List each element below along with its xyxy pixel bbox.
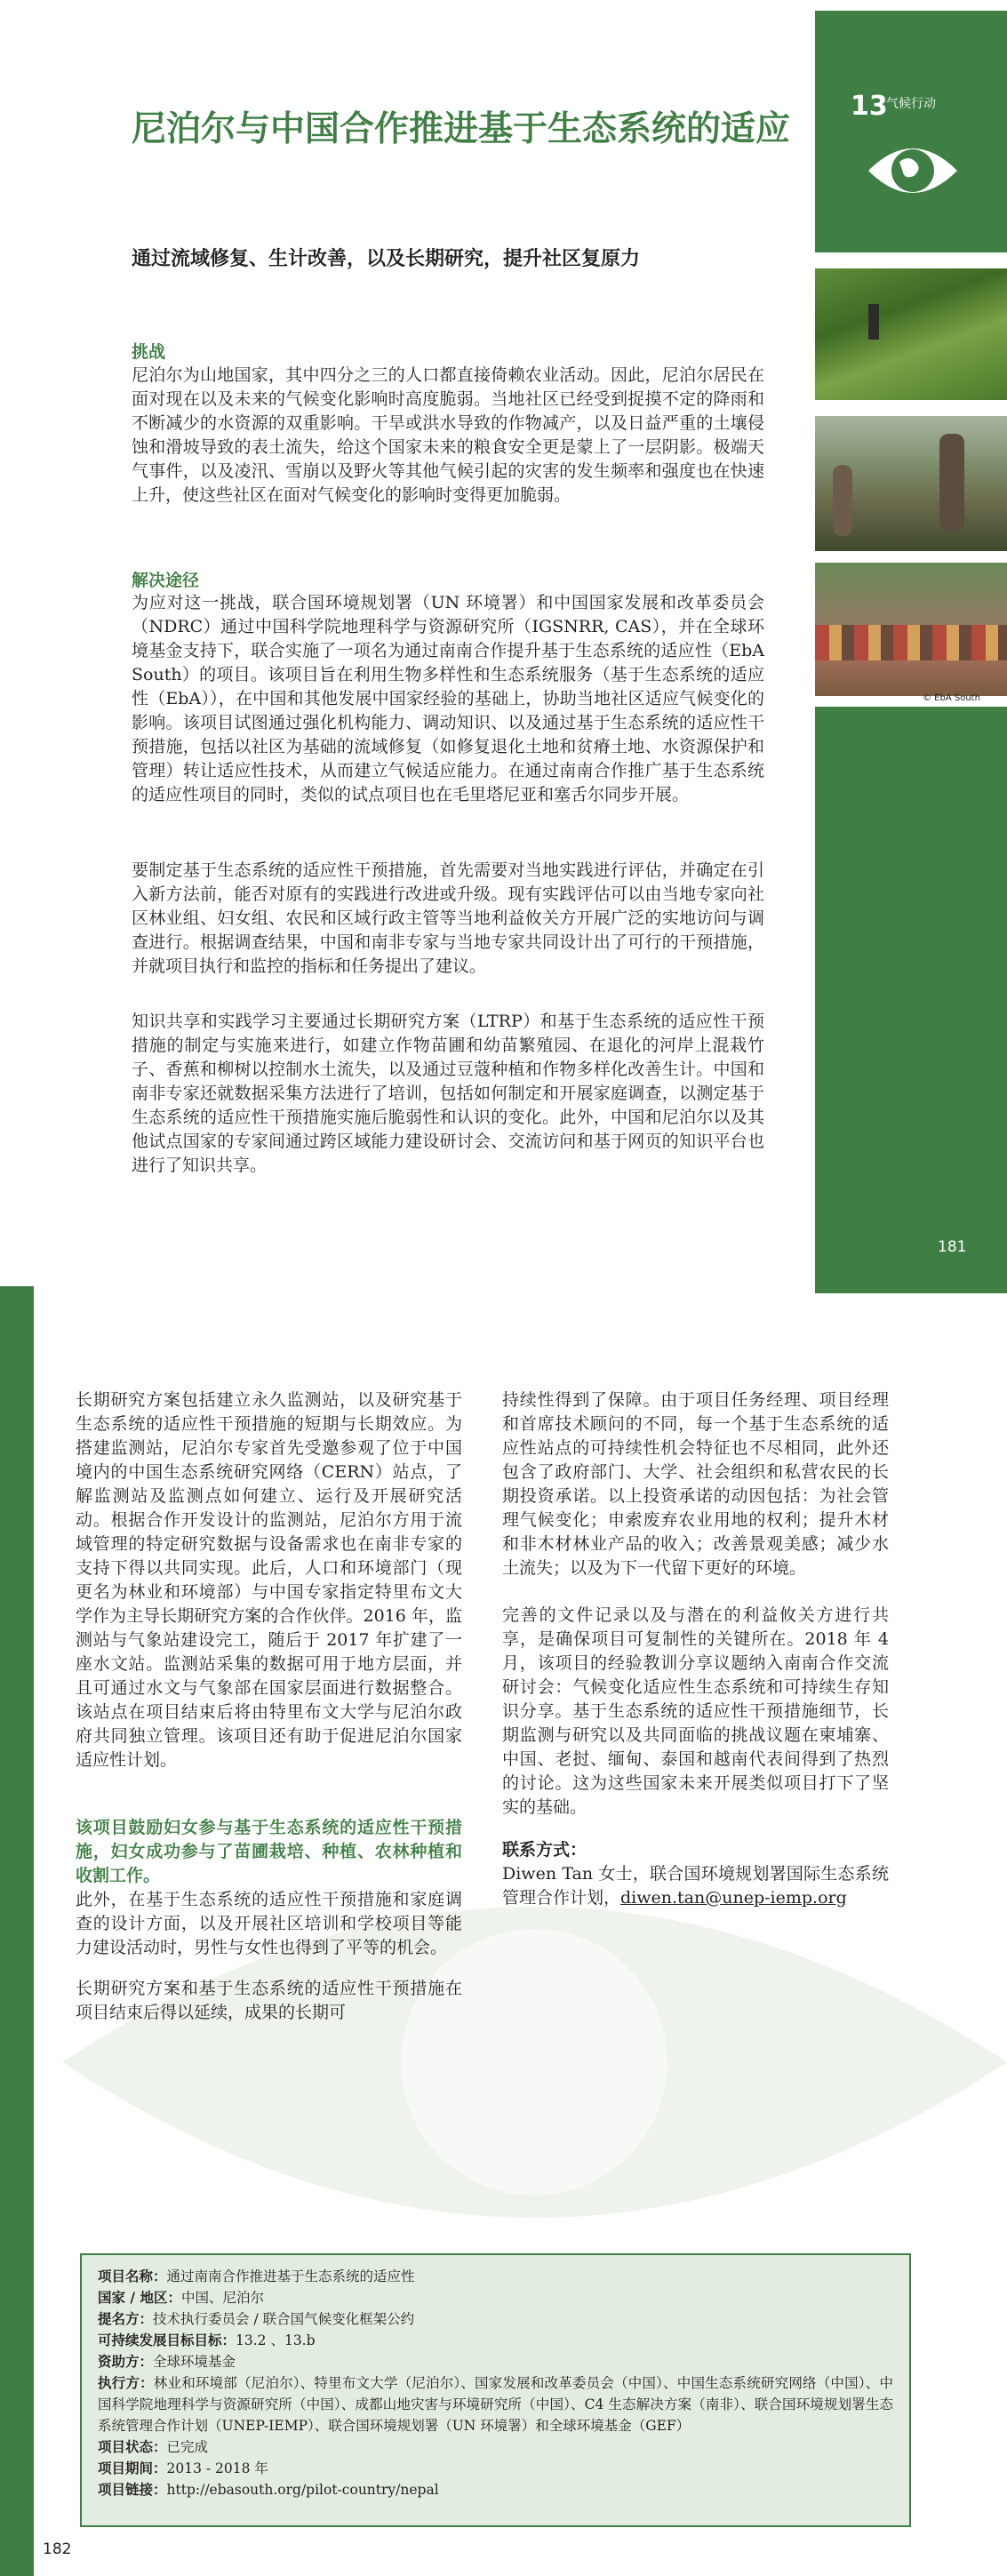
col1-highlight: 该项目鼓励妇女参与基于生态系统的适应性干预措施，妇女成功参与了苗圃栽培、种植、农林种植和收割工作。 (76, 1818, 462, 1885)
solution-paragraph-1: 为应对这一挑战，联合国环境规划署（UN 环境署）和中国国家发展和改革委员会（NDRC）通过中国科学院地理科学与资源研究所（IGSNRR, CAS），并在全球环境基金支持下，联合实施了一项名为通过南南合作提升基于生态系统的适应性（EbA South）的项目。该项目旨在利用生物多样性和生态系统服务（基于生态系统的适应性（EbA）），在中国和其他发展中国家经验的基础上，协助当地社区适应气候变化的影响。该项目试图通过强化机构能力、调动知识、以及通过基于生态系统的适应性干预措施，包括以社区为基础的流域修复（如修复退化土地和贫瘠土地、水资源保护和管理）转让适应性技术，从而建立气候适应能力。在通过南南合作推广基于生态系统的适应性项目的同时，类似的试点项目也在毛里塔尼亚和塞舌尔同步开展。 (132, 593, 764, 804)
solution-paragraph-3: 知识共享和实践学习主要通过长期研究方案（LTRP）和基于生态系统的适应性干预措施的制定与实施来进行，如建立作物苗圃和幼苗繁殖园、在退化的河岸上混栽竹子、香蕉和柳树以控制水土流失，以及通过豆蔻种植和作物多样化改善生计。中国和南非专家还就数据采集方法进行了培训，包括如何制定和开展家庭调查，以测定基于生态系统的适应性干预措施实施后脆弱性和认识的变化。此外，中国和尼泊尔以及其他试点国家的专家间通过跨区域能力建设研讨会、交流访问和基于网页的知识平台也进行了知识共享。 (132, 1012, 764, 1175)
solution-paragraph-2: 要制定基于生态系统的适应性干预措施，首先需要对当地实践进行评估，并确定在引入新方法前，能否对原有的实践进行改进或升级。现有实践评估可以由当地专家向社区林业组、妇女组、农民和区域行政主管等当地利益攸关方开展广泛的实地访问与调查进行。根据调查结果，中国和南非专家与当地专家共同设计出了可行的干预措施，并就项目执行和监控的指标和任务提出了建议。 (132, 860, 764, 976)
page-subtitle: 通过流域修复、生计改善，以及长期研究，提升社区复原力 (132, 248, 641, 270)
sidebar-lower (815, 1191, 1007, 1293)
info-nominator: 提名方：技术执行委员会 / 联合国气候变化框架公约 (98, 2310, 415, 2327)
photo-community-meeting (815, 563, 1007, 696)
info-sdg-targets: 可持续发展目标目标：13.2 、13.b (98, 2332, 316, 2348)
col1-paragraph-2: 此外，在基于生态系统的适应性干预措施和家庭调查的设计方面，以及开展社区培训和学校项目等能力建设活动时，男性与女性也得到了平等的机会。 (76, 1890, 462, 1957)
page-title: 尼泊尔与中国合作推进基于生态系统的适应 (132, 109, 791, 149)
page-number-top: 181 (938, 1238, 967, 1256)
info-link: 项目链接：http://ebasouth.org/pilot-country/nepal (98, 2481, 439, 2498)
project-link[interactable]: http://ebasouth.org/pilot-country/nepal (166, 2482, 439, 2498)
info-funder: 资助方：全球环境基金 (98, 2353, 236, 2370)
info-status: 项目状态：已完成 (98, 2438, 209, 2455)
eye-globe-icon (864, 135, 962, 206)
solution-heading: 解决途径 (132, 571, 200, 590)
col1-paragraph-3: 长期研究方案和基于生态系统的适应性干预措施在项目结束后得以延续，成果的长期可 (76, 1979, 462, 2022)
info-implementers: 执行方：林业和环境部（尼泊尔）、特里布文大学（尼泊尔）、国家发展和改革委员会（中国）、中国生态系统研究网络（中国）、中国科学院地理科学与资源研究所（中国）、成都山地灾害与环境研究所（中国）、C4 生态解决方案（南非）、联合国环境规划署生态系统管理合作计划（UNEP-IEMP）、联合国环境规划署（UN 环境署）和全球环境基金（GEF） (98, 2374, 893, 2434)
photo-field (815, 268, 1007, 400)
left-strip (0, 1286, 34, 2576)
challenge-heading: 挑战 (132, 342, 166, 362)
sdg-label: 气候行动 (886, 97, 936, 111)
info-project-name: 项目名称：通过南南合作推进基于生态系统的适应性 (98, 2268, 415, 2284)
info-period: 项目期间：2013 - 2018 年 (98, 2460, 268, 2476)
sdg-badge (815, 11, 1007, 252)
col1-paragraph-1: 长期研究方案包括建立永久监测站，以及研究基于生态系统的适应性干预措施的短期与长期效应。为搭建监测站，尼泊尔专家首先受邀参观了位于中国境内的中国生态系统研究网络（CERN）站点，了解监测站及监测点如何建立、运行及开展研究活动。根据合作开发设计的监测站，尼泊尔方用于流域管理的特定研究数据与设备需求也在南非专家的支持下得以共同实现。此后，人口和环境部门（现更名为林业和环境部）与中国专家指定特里布文大学作为主导长期研究方案的合作伙伴。2016 年，监测站与气象站建设完工，随后于 2017 年扩建了一座水文站。监测站采集的数据可用于地方层面，并且可通过水文与气象部在国家层面进行数据整合。该站点在项目结束后将由特里布文大学与尼泊尔政府共同独立管理。该项目还有助于促进尼泊尔国家适应性计划。 (76, 1390, 462, 1770)
challenge-body: 尼泊尔为山地国家，其中四分之三的人口都直接倚赖农业活动。因此，尼泊尔居民在面对现在以及未来的气候变化影响时高度脆弱。当地社区已经受到捉摸不定的降雨和不断减少的水资源的双重影响。干旱或洪水导致的作物减产，以及日益严重的土壤侵蚀和滑坡导致的表土流失，给这个国家未来的粮食安全更是蒙上了一层阴影。极端天气事件，以及凌汛、雪崩以及野火等其他气候引起的灾害的发生频率和强度也在快速上升，使这些社区在面对气候变化的影响时变得更加脆弱。 (132, 365, 764, 505)
sidebar-middle (815, 707, 1007, 1191)
contact-heading: 联系方式： (502, 1840, 587, 1860)
project-info-box (80, 2253, 911, 2527)
col2-paragraph-1: 持续性得到了保障。由于项目任务经理、项目经理和首席技术顾问的不同，每一个基于生态系统的适应性站点的可持续性机会特征也不尽相同，此外还包含了政府部门、大学、社会组织和私营农民的长期投资承诺。以上投资承诺的动因包括：为社会管理气候变化；申索废弃农业用地的权利；提升木材和非木材林业产品的收入；改善景观美感；减少水土流失；以及为下一代留下更好的环境。 (502, 1390, 889, 1578)
photo-credit: © EbA South (923, 693, 980, 703)
contact-name: Diwen Tan 女士，联合国环境规划署国际生态系统管理合作计划， (502, 1864, 889, 1908)
photo-people-nursery (815, 416, 1007, 551)
sdg-number: 13 (851, 91, 888, 122)
contact-text (502, 1862, 889, 1910)
contact-email-link[interactable]: diwen.tan@unep-iemp.org (620, 1888, 847, 1908)
info-country: 国家 / 地区：中国、尼泊尔 (98, 2289, 264, 2306)
page-number-bottom: 182 (43, 2540, 72, 2558)
col2-paragraph-2: 完善的文件记录以及与潜在的利益攸关方进行共享，是确保项目可复制性的关键所在。2018 年 4 月，该项目的经验教训分享议题纳入南南合作交流研讨会：气候变化适应性生态系统和可持续生存知识分享。基于生态系统的适应性干预措施细节，长期监测与研究以及共同面临的挑战议题在柬埔寨、中国、老挝、缅甸、泰国和越南代表间得到了热烈的讨论。这为这些国家未来开展类似项目打下了坚实的基础。 (502, 1605, 889, 1817)
